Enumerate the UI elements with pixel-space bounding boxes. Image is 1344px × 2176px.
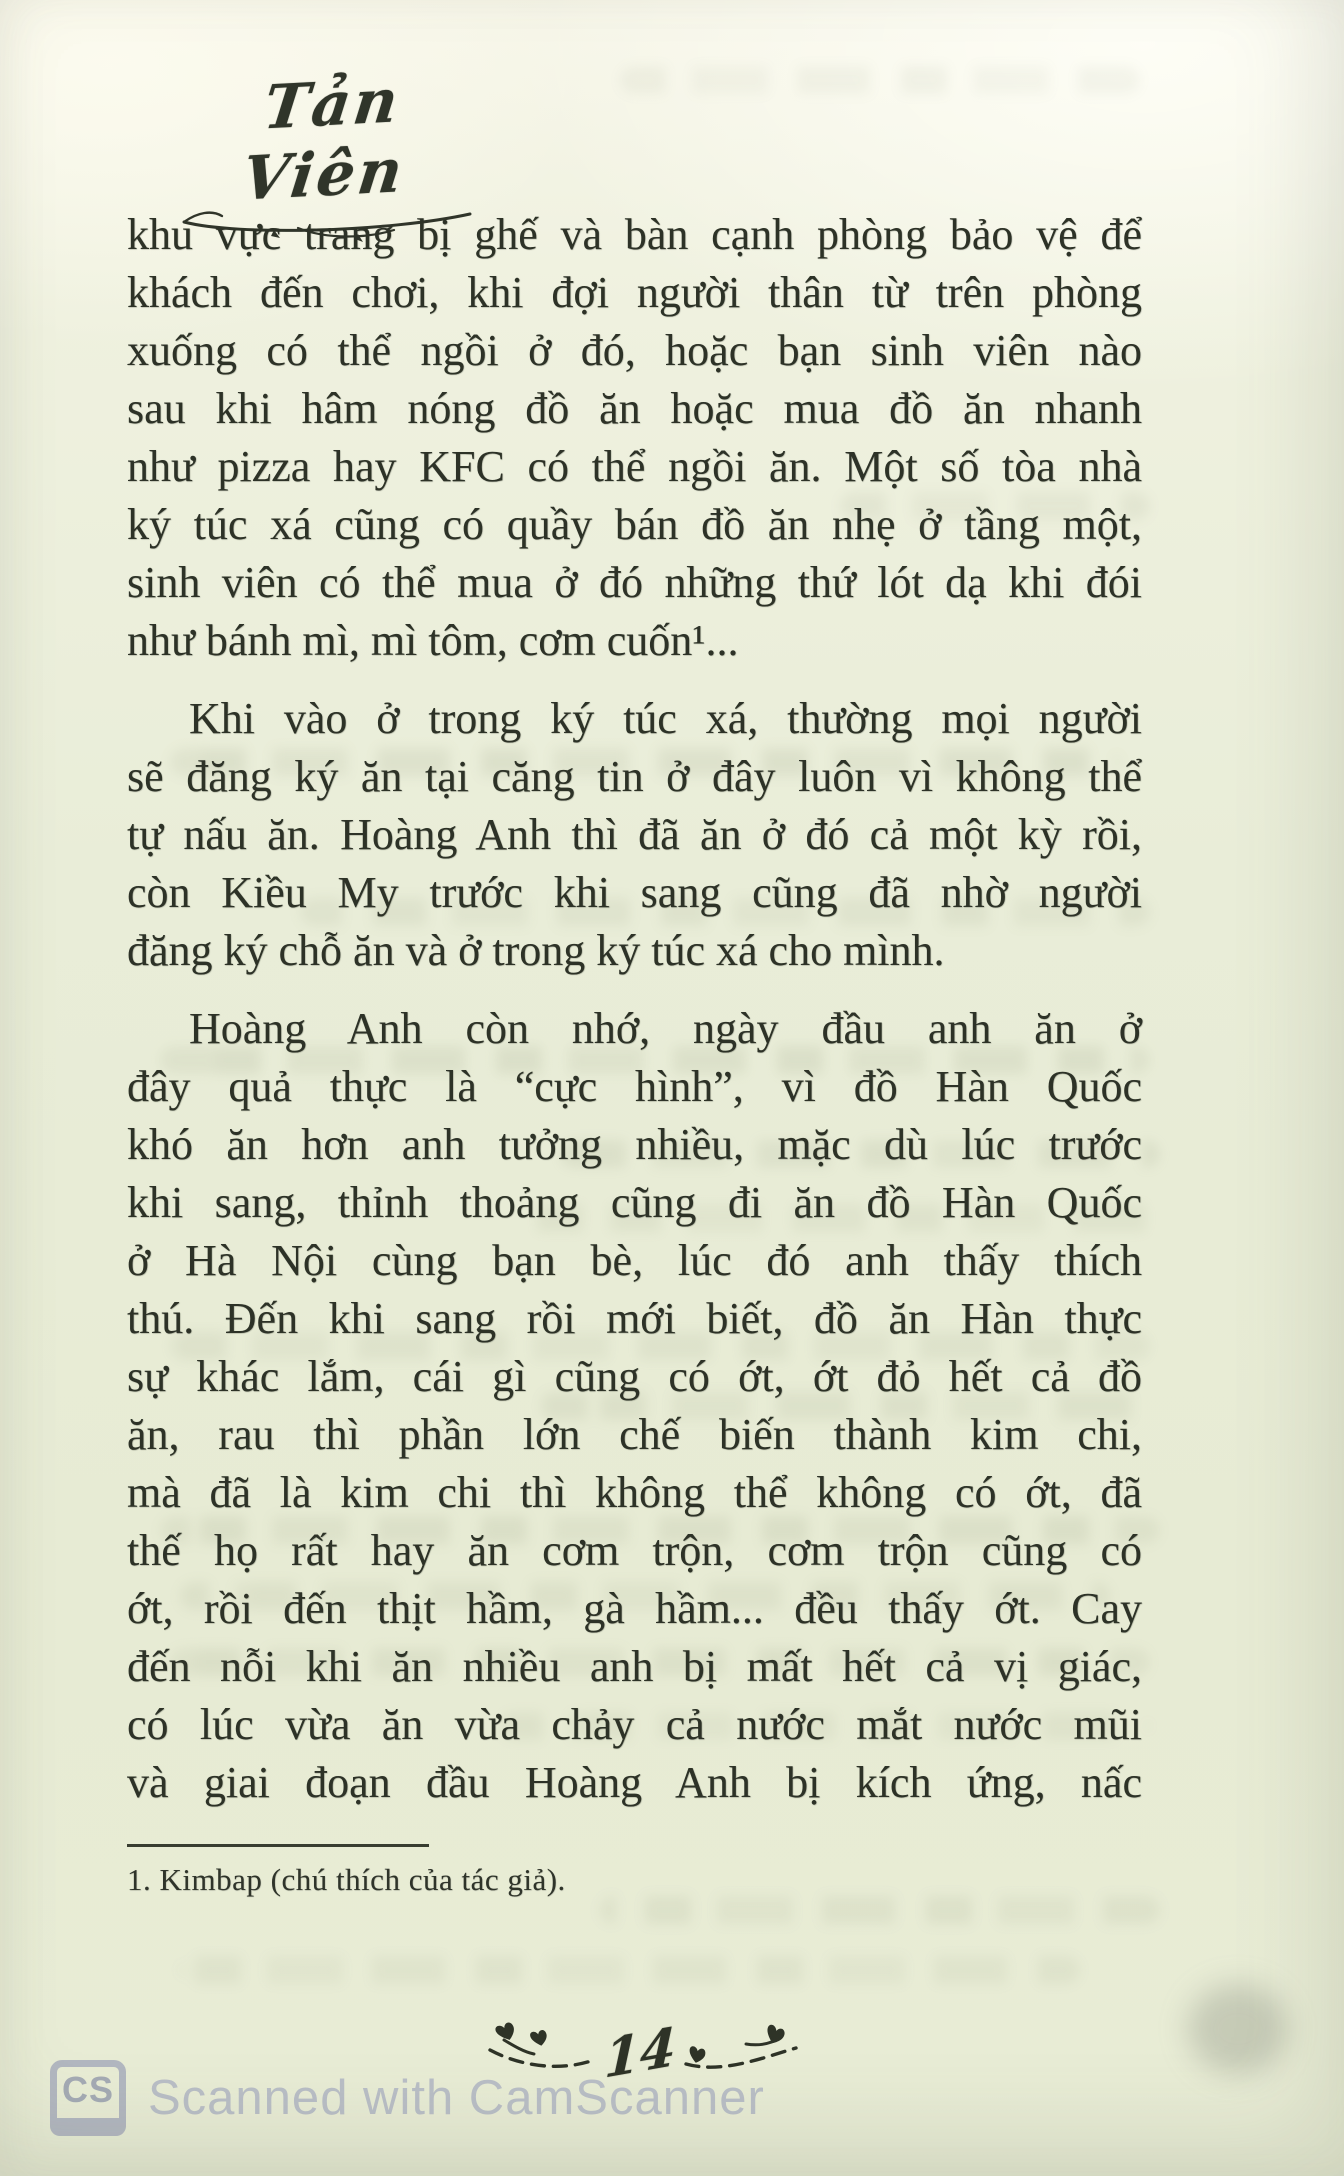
camscanner-watermark (50, 2058, 765, 2138)
text-line: sinh viên có thể mua ở đó những thứ lót dạ khi đói (127, 558, 1142, 607)
paragraph (127, 206, 1142, 670)
text-line: như pizza hay KFC có thể ngồi ăn. Một số tòa nhà (127, 442, 1142, 491)
body-text (127, 206, 1142, 1812)
text-line: ăn, rau thì phần lớn chế biến thành kim chi, (127, 1410, 1142, 1459)
scan-smudge (1188, 1984, 1288, 2074)
text-line: xuống có thể ngồi ở đó, hoặc bạn sinh viên nào (127, 326, 1142, 375)
text-line: thế họ rất hay ăn cơm trộn, cơm trộn cũng có (127, 1526, 1142, 1575)
text-line: còn Kiều My trước khi sang cũng đã nhờ người (127, 868, 1142, 917)
bleed-line (620, 66, 1140, 94)
text-line: ký túc xá cũng có quầy bán đồ ăn nhẹ ở tầng một, (127, 500, 1142, 549)
text-line: khu vực trang bị ghế và bàn cạnh phòng bảo vệ để (127, 210, 1142, 259)
text-line: như bánh mì, mì tôm, cơm cuốn¹... (127, 616, 739, 665)
text-line: khi sang, thỉnh thoảng cũng đi ăn đồ Hàn Quốc (127, 1178, 1142, 1227)
text-line: Khi vào ở trong ký túc xá, thường mọi người (189, 694, 1142, 743)
text-line: ớt, rồi đến thịt hầm, gà hầm... đều thấy ớt. Cay (127, 1584, 1142, 1633)
camscanner-logo-text: CS (61, 2069, 114, 2110)
text-line: và giai đoạn đầu Hoàng Anh bị kích ứng, nấc (127, 1758, 1142, 1807)
bleed-line (600, 1896, 1160, 1924)
footnote: 1. Kimbap (chú thích của tác giả). (127, 1862, 566, 1897)
text-line: có lúc vừa ăn vừa chảy cả nước mắt nước mũi (127, 1700, 1142, 1749)
camscanner-logo-icon (50, 2060, 126, 2136)
bleed-line (180, 1956, 1080, 1984)
text-line: sự khác lắm, cái gì cũng có ớt, ớt đỏ hết cả đồ (127, 1352, 1142, 1401)
text-line: khách đến chơi, khi đợi người thân từ trên phòng (127, 268, 1142, 317)
text-line: đăng ký chỗ ăn và ở trong ký túc xá cho mình. (127, 926, 945, 975)
text-line: thú. Đến khi sang rồi mới biết, đồ ăn Hàn thực (127, 1294, 1142, 1343)
text-line: đây quả thực là “cực hình”, vì đồ Hàn Quốc (127, 1062, 1142, 1111)
logo-text: Tản Viên (238, 65, 409, 215)
paragraph (127, 1000, 1142, 1812)
text-line: tự nấu ăn. Hoàng Anh thì đã ăn ở đó cả một kỳ rồi, (127, 810, 1142, 859)
text-line: khó ăn hơn anh tưởng nhiều, mặc dù lúc trước (127, 1120, 1142, 1169)
text-line: mà đã là kim chi thì không thể không có ớt, đã (127, 1468, 1142, 1517)
text-line: đến nỗi khi ăn nhiều anh bị mất hết cả vị giác, (127, 1642, 1142, 1691)
page-number: 14 (603, 2015, 677, 2091)
watermark-label: Scanned with CamScanner (148, 2071, 765, 2125)
text-line: sẽ đăng ký ăn tại căng tin ở đây luôn vì không thể (127, 752, 1142, 801)
paragraph (127, 690, 1142, 980)
text-line: ở Hà Nội cùng bạn bè, lúc đó anh thấy thích (127, 1236, 1142, 1285)
text-line: sau khi hâm nóng đồ ăn hoặc mua đồ ăn nhanh (127, 384, 1142, 433)
camscanner-logo-tab (50, 2118, 126, 2136)
footnote-divider (127, 1844, 429, 1847)
text-line: Hoàng Anh còn nhớ, ngày đầu anh ăn ở (189, 1004, 1142, 1053)
